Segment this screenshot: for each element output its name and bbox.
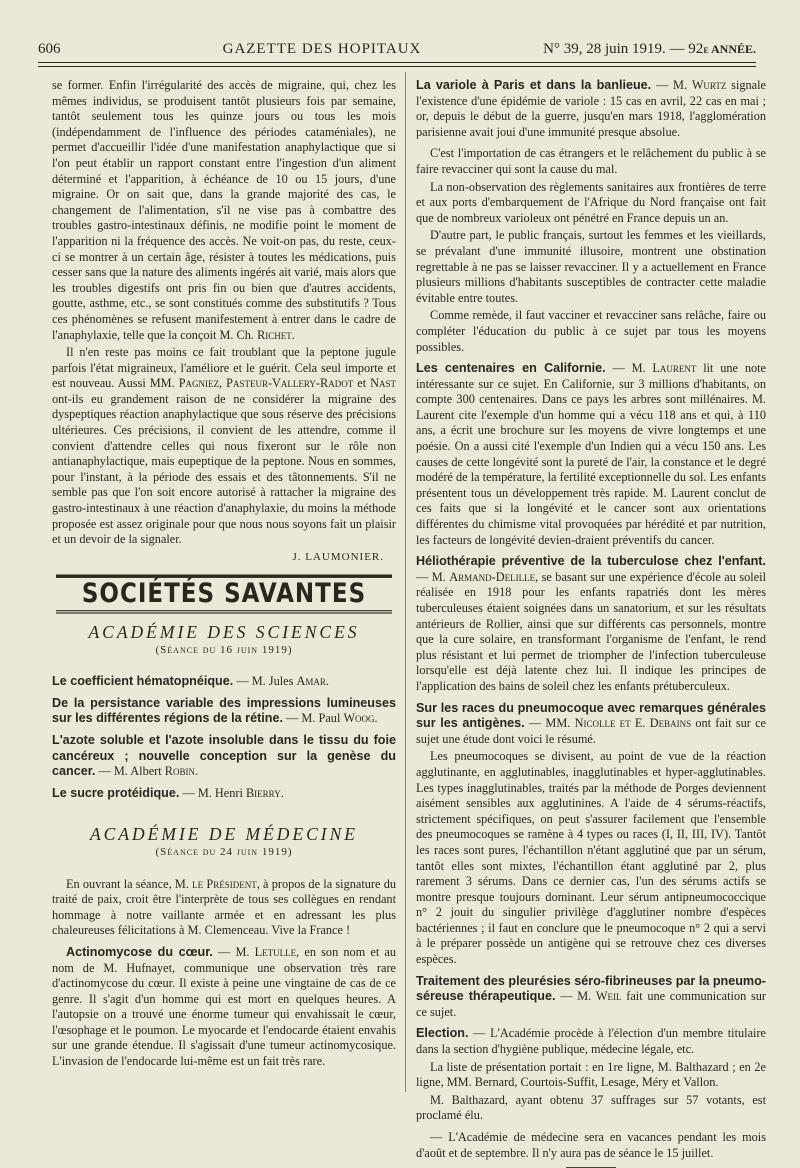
issue-info: N° 39, 28 juin 1919. — 92e ANNÉE. (543, 41, 756, 57)
article-paragraph: En ouvrant la séance, M. le Président, à propos de la signature du traité de paix, croit être l'interprète de tous ses collègues en rendant hommage à notre vaillante armée et en adressant les plus chaleureuses félicitations à M. Clemenceau. Vive la France ! (52, 876, 396, 938)
section-title: SOCIÉTÉS SAVANTES (56, 575, 392, 614)
communication-item: Sur les races du pneumocoque avec remarques générales sur les antigènes. — MM. Nicolle et E. Debains ont fait sur ce sujet une étude dont voici le résumé. (416, 700, 767, 746)
journal-title: GAZETTE DES HOPITAUX (222, 41, 422, 57)
left-column (52, 78, 396, 1076)
article-paragraph: M. Balthazard, ayant obtenu 37 suffrages sur 57 votants, est proclamé élu. (416, 1092, 766, 1123)
header-rule (38, 62, 756, 63)
article-paragraph: D'autre part, le public français, surtout les femmes et les vieillards, se prévalant d'une immunité illusoire, montrent une obstination regrettable à ne pas se laisser revacciner. Il y a actuellement en France plusieurs millions d'habitants susceptibles de contracter cette maladie évitable entre toutes. (416, 228, 766, 305)
article-paragraph: C'est l'importation de cas étrangers et le relâchement du public à se faire revacciner qui sont la cause du mal. (416, 146, 766, 176)
communication-item: Le coefficient hématopnéique. — M. Jules Amar. (52, 674, 329, 689)
academy-heading: ACADÉMIE DE MÉDECINE (89, 824, 358, 845)
academy-heading: ACADÉMIE DES SCIENCES (88, 622, 360, 642)
communication-item: Le sucre protéidique. — M. Henri Bierry. (52, 785, 284, 800)
article-paragraph: Il n'en reste pas moins ce fait troublant que la peptone jugule parfois l'état migraineux, l'améliore et le guérit. Cela seul importe et est nouveau. Aussi MM. Pagniez, Pasteur-Vallery-Radot et Nast ont-ils eu grandement raison de ne considérer la migraine des dyspeptiques réaction anaphylactique que sous réserve des précisions ultérieures. Ces précisions, il convient de les attendre, comme il convient d'attendre celles qui nous fixeront sur le rôle non antianaphylactique, mais eupeptique de la peptone. Nous en sommes, pour l'instant, à la période des essais et des tâtonnements. S'il ne semble pas que l'on soit encore autorisé à rattacher la migraine des gastro-intestinaux à une réaction d'anaphylaxie, du moins la méthode proposée est assez originale pour que nous nous soyons fait un plaisir et un devoir de la signaler. (52, 345, 397, 547)
communication-item: Héliothérapie préventive de la tuberculose chez l'enfant. — M. Armand-Delille, se basant sur une expérience d'école au soleil réalisée en 1918 pour les enfants rapatriés dont les mères tuberculeuses étaient soignées dans un sanatorium, et sur les résultats antérieurs de Rollier, ainsi que sur différents cas personnels, montre que la cure solaire, en transformant l'organisme de l'enfant, le rend plus résistant et lui permet de triompher de l'infection tuberculeuse lorsqu'elle est déjà latente chez lui. Il indique les principes de l'application des bains de soleil chez les enfants prétuberculeux. (416, 554, 766, 693)
communication-item: Les centenaires en Californie. — M. Laurent lit une note intéressante sur ce sujet. En Californie, sur 3 millions d'habitants, on compte 300 centenaires. Dans ce pays les arbres sont millénaires. M. Laurent cite l'exemple d'un homme qui a vécu 118 ans et qui, à 110 ans, a écrit une brochure sur les moyens de vivre longtemps et une poésie. On a aussi cité l'exemple d'un Indien qui a vécu 150 ans. Les causes de cette longévité sont la pureté de l'air, la constance et le degré modéré de la température, la fertilité exceptionnelle du sol. Les enfants présentent tous un développement très rapide. M. Laurent conclut de ces faits que si la longévité et le cancer sont aux orientations différentes du chimisme vital provoquées par hérédité et par nutrition, les facteurs de longévité devien-draient préventifs du cancer. (416, 361, 766, 547)
article-paragraph: — L'Académie de médecine sera en vacances pendant les mois d'août et de septembre. Il n'y aura pas de séance le 15 juillet. (416, 1130, 766, 1160)
header-rule-2 (38, 66, 756, 67)
page-header (38, 34, 756, 58)
communication-item: La variole à Paris et dans la banlieue. — M. Wurtz signale l'existence d'une épidémie de variole : 15 cas en avril, 22 cas en mai ; or, depuis le début de la guerre, jusqu'en mars 1918, l'agglomération parisienne avait joui d'une immunité presque absolue. (416, 78, 766, 139)
communication-item: Actinomycose du cœur. — M. Letulle, en son nom et au nom de M. Hufnayet, communique une observation très rare d'actinomycose du cœur. Il existe à peine une vingtaine de cas de ce genre. Il s'agit d'un homme qui est mort en quelques heures. A l'autopsie on a trouvé une énorme tumeur qui envahissait le cœur, l'œsophage et le poumon. Le myocarde et l'endocarde étaient envahis sur une grande étendue. Il s'agissait d'une tumeur actinomycosique. L'invasion de l'endocarde lui-même est un fait très rare. (52, 944, 396, 1069)
article-paragraph: La liste de présentation portait : en 1re ligne, M. Balthazard ; en 2e ligne, MM. Bernard, Courtois-Suffit, Lesage, Méry et Vallon. (416, 1059, 766, 1090)
page-number: 606 (38, 41, 61, 57)
session-date: (Séance du 16 juin 1919) (155, 643, 293, 656)
article-paragraph: Comme remède, il faut vacciner et revacciner sans relâche, faire ou compléter l'éducation du public à ce sujet par tous les moyens possibles. (416, 308, 766, 354)
session-date: (Séance du 24 juin 1919) (155, 845, 293, 858)
author-signature: J. LAUMONIER. (292, 550, 384, 563)
article-paragraph: La non-observation des règlements sanitaires aux frontières de terre et aux ports d'embarquement de l'Afrique du Nord française ont fait que de nombreux varioleux ont pénétré en France depuis un an. (416, 179, 766, 225)
communication-item: L'azote soluble et l'azote insoluble dans le tissu du foie cancéreux ; nouvelle conception sur la genèse du cancer. — M. Albert Robin. (52, 732, 396, 779)
article-paragraph: Les pneumocoques se divisent, au point de vue de la réaction agglutinante, en agglutinables, inagglutinables et hyper-agglutinables. Les types inagglutinables, traités par la méthode de Porges deviennent aisément sensibles aux agglutinines. A l'aide de 4 sérums-réactifs, strictement spécifiques, on peut s'assurer facilement que l'ensemble des pneumocoques se ramène à 4 types ou races (I, II, III, IV). Tantôt les races sont pures, l'échantillon n'étant agglutiné que par un sérum, tantôt elles sont mixtes, l'échantillon étant agglutiné par 2, plus rarement 3 sérums. Dans ce dernier cas, l'un des sérums actifs se montre presque toujours dominant. Leur sérum antipneumococcique n° 2 jouit du singulier privilège d'agglutiner nombre d'espèces bactériennes ; il faut en conclure que le pneumocoque n° 2 qui a servi à le préparer possède un antigène qui se retrouve chez ces diverses espèces. (416, 749, 766, 967)
right-column (416, 78, 766, 1168)
article-paragraph: se former. Enfin l'irrégularité des accès de migraine, qui, chez les mêmes individus, se produisent tantôt plusieurs fois par semaine, tantôt seulement tous les quinze jours ou tous les mois (indépendamment de l'influence des périodes cataméniales), ne permet d'accueillir l'idée d'une manifestation anaphylactique que si l'on peut établir un rapport constant entre l'ingestion d'un aliment déterminé et l'apparition, à échéance de 10 ou 15 jours, d'une migraine. Or on sait que, dans la grande majorité des cas, le changement de l'alimentation, s'il ne vise pas à combattre des troubles gastro-intestinaux définis, ne modifie point le moment de l'apparition ni la fréquence des accès. Ne voit-on pas, du reste, ceux-ci se montrer à un certain âge, résister à toutes les médications, puis cesser sans que la nature des aliments ingérés ait varié, mais alors que les troubles digestifs ont pris fin ou bien que d'autres accidents, goutte, asthme, etc., se sont constitués comme des substitutifs ? Tous ces phénomènes se refusent manifestement à entrer dans le cadre de l'anaphylaxie, telle que la conçoit M. Ch. Richet. (52, 78, 396, 342)
communication-item: Election. — L'Académie procède à l'élection d'un membre titulaire dans la section d'hygiène publique, médecine légale, etc. (416, 1026, 766, 1057)
column-divider (405, 72, 406, 1092)
communication-item: De la persistance variable des impressions lumineuses sur les différentes régions de la rétine. — M. Paul Woog. (52, 695, 396, 726)
communication-item: Traitement des pleurésies séro-fibrineuses par la pneumo-séreuse thérapeutique. — M. Weil fait une communication sur ce sujet. (416, 973, 766, 1019)
